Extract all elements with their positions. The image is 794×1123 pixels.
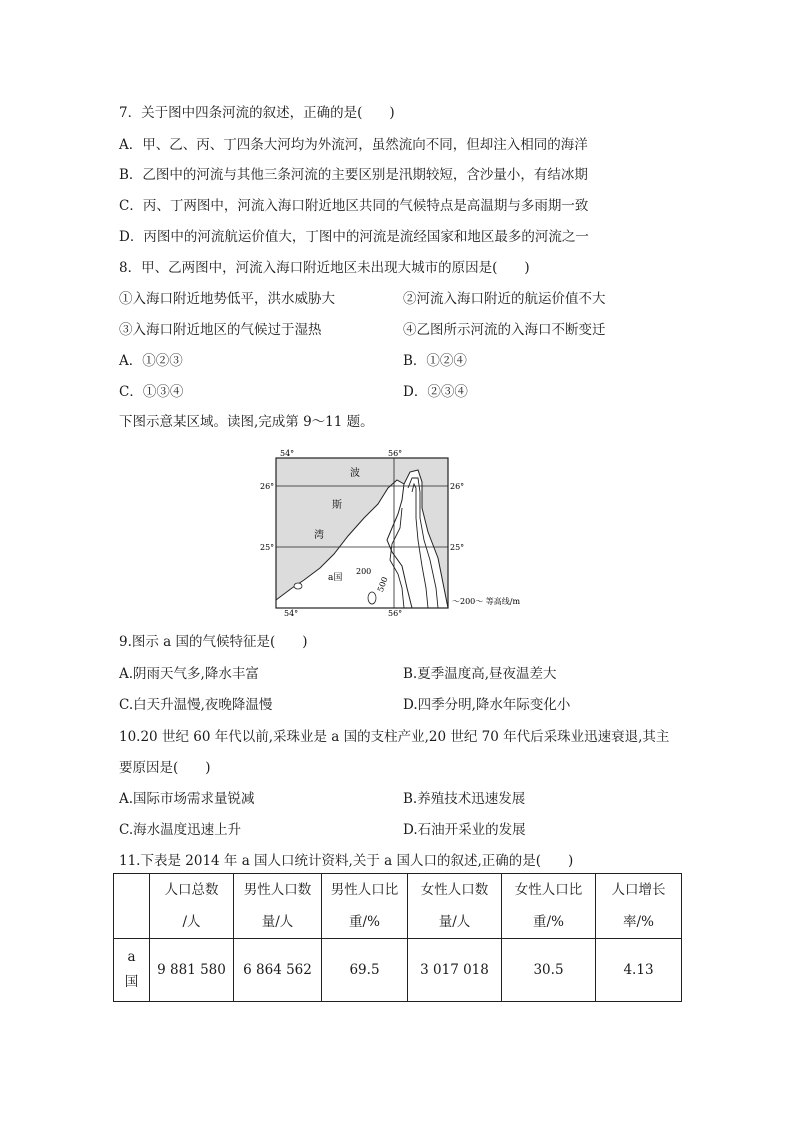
header-male-ratio: 男性人口比 重/% <box>322 874 408 939</box>
q10-option-a: A.国际市场需求量锐减 <box>119 791 255 807</box>
lat-label-26-left: 26° <box>260 482 275 491</box>
cell-total-population: 9 881 580 <box>150 939 234 1002</box>
q9-option-c: C.白天升温慢,夜晚降温慢 <box>119 697 273 713</box>
q9-option-a: A.阴雨天气多,降水丰富 <box>119 666 259 682</box>
contour-label-200: 200 <box>356 567 372 576</box>
q10-stem-line1: 10.20 世纪 60 年代以前,采珠业是 a 国的支柱产业,20 世纪 70 年代后采珠业迅速衰退,其主 <box>119 729 670 745</box>
q8-option-a: A．①②③ <box>119 353 183 369</box>
header-male-count: 男性人口数 量/人 <box>234 874 322 939</box>
q9-option-b: B.夏季温度高,昼夜温差大 <box>403 666 557 682</box>
country-label: a国 <box>328 573 343 583</box>
row-head-country: a 国 <box>114 939 150 1002</box>
q7-option-d: D．丙图中的河流航运价值大，丁图中的河流是流经国家和地区最多的河流之一 <box>119 229 589 245</box>
island <box>294 583 302 589</box>
sea-char-1: 波 <box>350 468 360 479</box>
q10-option-b: B.养殖技术迅速发展 <box>403 791 526 807</box>
q8-statement-1: ①入海口附近地势低平，洪水威胁大 <box>119 291 335 307</box>
lon-label-54-bottom: 54° <box>284 609 299 618</box>
lat-label-26-right: 26° <box>450 482 465 491</box>
q8-option-d: D．②③④ <box>403 384 468 400</box>
lat-label-25-right: 25° <box>450 543 465 552</box>
q7-option-a: A．甲、乙、丙、丁四条大河均为外流河，虽然流向不同，但却注入相同的海洋 <box>119 137 588 153</box>
header-female-count: 女性人口数 量/人 <box>408 874 502 939</box>
table-row <box>114 939 682 1002</box>
map-legend: ～200～ 等高线/m <box>452 597 521 606</box>
q8-option-b: B．①②④ <box>403 353 467 369</box>
contour-label-500: 500 <box>375 575 390 594</box>
q8-option-c: C．①③④ <box>119 384 184 400</box>
q7-option-b: B．乙图中的河流与其他三条河流的主要区别是汛期较短，含沙量小，有结冰期 <box>119 167 588 183</box>
map-intro: 下图示意某区域。读图,完成第 9～11 题。 <box>119 414 374 430</box>
table-header-row <box>114 874 682 939</box>
cell-growth-rate: 4.13 <box>596 939 682 1002</box>
header-growth-rate: 人口增长 率/% <box>596 874 682 939</box>
q10-stem-line2: 要原因是( ) <box>119 760 211 776</box>
q10-option-c: C.海水温度迅速上升 <box>119 822 242 838</box>
lon-label-56-bottom: 56° <box>388 609 403 618</box>
population-table <box>113 873 682 1002</box>
q7-option-c: C．丙、丁两图中，河流入海口附近地区共同的气候特点是高温期与多雨期一致 <box>119 198 589 214</box>
table-corner-cell <box>114 874 150 939</box>
q11-stem: 11.下表是 2014 年 a 国人口统计资料,关于 a 国人口的叙述,正确的是( ) <box>119 853 574 869</box>
q9-stem: 9.图示 a 国的气候特征是( ) <box>119 634 308 650</box>
header-total-population: 人口总数 /人 <box>150 874 234 939</box>
island <box>368 592 376 604</box>
cell-female-ratio: 30.5 <box>502 939 596 1002</box>
q9-option-d: D.四季分明,降水年际变化小 <box>403 697 571 713</box>
q8-statement-4: ④乙图所示河流的入海口不断变迁 <box>403 322 606 338</box>
sea-char-3: 湾 <box>314 530 324 541</box>
cell-male-count: 6 864 562 <box>234 939 322 1002</box>
q10-option-d: D.石油开采业的发展 <box>403 822 526 838</box>
sea-char-2: 斯 <box>332 500 342 511</box>
lon-label-54-top: 54° <box>280 449 295 458</box>
header-female-ratio: 女性人口比 重/% <box>502 874 596 939</box>
region-map <box>252 448 552 620</box>
cell-male-ratio: 69.5 <box>322 939 408 1002</box>
q8-statement-3: ③入海口附近地区的气候过于湿热 <box>119 322 322 338</box>
lat-label-25-left: 25° <box>260 543 275 552</box>
q8-statement-2: ②河流入海口附近的航运价值不大 <box>403 291 606 307</box>
q7-stem: 7．关于图中四条河流的叙述，正确的是( ) <box>119 105 395 121</box>
lon-label-56-top: 56° <box>388 449 403 458</box>
q8-stem: 8．甲、乙两图中，河流入海口附近地区未出现大城市的原因是( ) <box>119 260 530 276</box>
region-map-svg <box>252 448 552 620</box>
cell-female-count: 3 017 018 <box>408 939 502 1002</box>
